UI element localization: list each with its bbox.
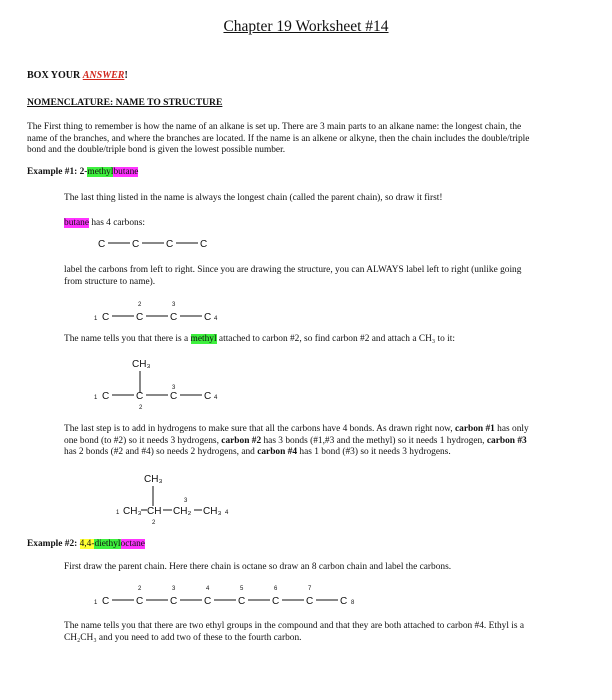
carbon-number-label: 7 bbox=[308, 586, 312, 592]
ethyl-paragraph bbox=[64, 621, 594, 644]
example2-heading bbox=[27, 539, 145, 551]
carbon-number-label: 4 bbox=[206, 586, 210, 592]
carbon-label: carbon #1 bbox=[454, 424, 495, 434]
carbon-atom: C bbox=[136, 312, 144, 323]
carbon-number-label: 3 bbox=[172, 586, 176, 592]
carbon-atom: C bbox=[102, 596, 110, 607]
carbon-number-label: 1 bbox=[94, 600, 98, 606]
intro-paragraph bbox=[27, 122, 587, 157]
carbon-atom: C bbox=[340, 596, 348, 607]
methyl-word: methyl bbox=[190, 334, 217, 344]
carbon-atom: C bbox=[170, 596, 178, 607]
example1-number: 2- bbox=[79, 167, 88, 177]
page-title: Chapter 19 Worksheet #14 bbox=[223, 18, 389, 35]
box-suffix: ! bbox=[124, 70, 128, 81]
carbon-atom: C bbox=[170, 312, 178, 323]
carbon-number-label: 1 bbox=[116, 510, 120, 516]
carbon-atom: C bbox=[204, 312, 212, 323]
butane-rest: has 4 carbons: bbox=[89, 218, 145, 228]
label-line: from structure to name). bbox=[64, 276, 156, 287]
text-run: The last step is to add in hydrogens to make sure that all the carbons have 4 bonds. As drawn right now, bbox=[64, 424, 455, 434]
carbon-number-label: 2 bbox=[152, 520, 156, 526]
methylbutane-full-structure bbox=[116, 470, 276, 532]
carbon-atom: C bbox=[272, 596, 280, 607]
ethyl-line: CH₂CH₃ and you need to add two of these to the fourth carbon. bbox=[64, 632, 302, 643]
labeled-butane-structure bbox=[94, 298, 234, 326]
carbon-number-label: 4 bbox=[225, 510, 229, 516]
butane-line bbox=[64, 218, 145, 230]
carbon-number-label: 1 bbox=[94, 316, 98, 322]
carbon-atom: C bbox=[132, 239, 140, 250]
label-carbons-paragraph bbox=[64, 265, 594, 288]
hydrogen-step-paragraph bbox=[64, 424, 594, 459]
carbon-atom: C bbox=[136, 596, 144, 607]
carbon-number-label: 4 bbox=[214, 316, 218, 322]
carbon-atom: C bbox=[306, 596, 314, 607]
butane-word: butane bbox=[64, 218, 89, 228]
example1-parent: butane bbox=[113, 167, 139, 177]
example2-number: 4,4- bbox=[79, 539, 95, 549]
carbon-atom: C bbox=[170, 391, 178, 402]
hydrogen-line bbox=[64, 424, 594, 436]
carbon-atom: C bbox=[166, 239, 174, 250]
carbon-number-label: 4 bbox=[214, 395, 218, 401]
carbon-label: carbon #3 bbox=[486, 435, 527, 446]
box-answer-word: ANSWER bbox=[82, 70, 125, 81]
carbon-atom: C bbox=[204, 391, 212, 402]
carbon-atom: C bbox=[136, 391, 144, 402]
section-heading: NOMENCLATURE: NAME TO STRUCTURE bbox=[27, 97, 223, 108]
carbon-number-label: 1 bbox=[94, 395, 98, 401]
hydrogen-line bbox=[64, 436, 594, 448]
text-run: has 3 bonds (#1,#3 and the methyl) so it needs 1 hydrogen, bbox=[261, 435, 487, 446]
carbon-number-label: 3 bbox=[172, 302, 176, 308]
text-run: has 1 bond (#3) so it needs 3 hydrogens. bbox=[297, 447, 451, 458]
carbon-number-label: 2 bbox=[139, 405, 143, 411]
carbon-number-label: 6 bbox=[274, 586, 278, 592]
carbon-atom: C bbox=[98, 239, 106, 250]
methylbutane-skeleton-structure bbox=[94, 355, 234, 417]
example2-line1: First draw the parent chain. Here there chain is octane so draw an 8 carbon chain and label the carbons. bbox=[64, 562, 452, 572]
carbon-number-label: 5 bbox=[240, 586, 244, 592]
carbon-number-label: 3 bbox=[172, 385, 176, 391]
carbon-atom: C bbox=[102, 312, 110, 323]
methyl-attach-line bbox=[64, 334, 455, 346]
carbon-atom: C bbox=[102, 391, 110, 402]
intro-line: name of the branches, and where the branches are located. If the name is an alkene or alkyne, then the chain includes the double/triple bbox=[27, 133, 530, 144]
intro-line: bond and the double/triple bond is given the lowest possible number. bbox=[27, 145, 286, 156]
methyl-pre: The name tells you that there is a bbox=[64, 334, 191, 344]
text-run: has only bbox=[494, 424, 529, 434]
ethyl-line: The name tells you that there are two ethyl groups in the compound and that they are both attached to carbon #4. Ethyl is a bbox=[64, 621, 525, 631]
methyl-group: CH₃ bbox=[123, 506, 142, 517]
butane-chain-structure bbox=[98, 232, 218, 254]
box-answer-instruction bbox=[27, 70, 128, 82]
carbon-number-label: 2 bbox=[138, 586, 142, 592]
example1-heading bbox=[27, 167, 138, 179]
labeled-octane-structure bbox=[94, 582, 364, 610]
hydrogen-line bbox=[64, 447, 594, 459]
methine-group: CH bbox=[147, 506, 162, 517]
example2-parent: octane bbox=[120, 539, 145, 549]
carbon-label: carbon #2 bbox=[221, 435, 262, 446]
carbon-number-label: 3 bbox=[184, 498, 188, 504]
methyl-group: CH₃ bbox=[144, 474, 163, 485]
carbon-label: carbon #4 bbox=[257, 447, 298, 458]
example1-line1: The last thing listed in the name is always the longest chain (called the parent chain), so draw it first! bbox=[64, 193, 443, 203]
text-run: has 2 bonds (#2 and #4) so needs 2 hydrogens, and bbox=[64, 447, 258, 458]
carbon-atom: C bbox=[238, 596, 246, 607]
carbon-number-label: 8 bbox=[351, 600, 355, 606]
carbon-atom: C bbox=[204, 596, 212, 607]
carbon-atom: C bbox=[200, 239, 208, 250]
methylene-group: CH₂ bbox=[173, 506, 192, 517]
carbon-number-label: 2 bbox=[138, 302, 142, 308]
intro-line: The First thing to remember is how the name of an alkane is set up. There are 3 main parts to an alkane name: the longest chain, the bbox=[27, 122, 522, 132]
example2-substituent: diethyl bbox=[94, 539, 121, 549]
example2-label: Example #2: bbox=[27, 539, 80, 549]
example1-substituent: methyl bbox=[87, 167, 114, 177]
methyl-group: CH₃ bbox=[132, 359, 151, 370]
label-line: label the carbons from left to right. Since you are drawing the structure, you can ALWAYS label left to right (unlike going bbox=[64, 265, 522, 275]
methyl-group: CH₃ bbox=[203, 506, 222, 517]
methyl-post: attached to carbon #2, so find carbon #2 and attach a CH₃ to it: bbox=[216, 334, 455, 344]
example1-label: Example #1: bbox=[27, 167, 80, 177]
text-run: one bond (to #2) so it needs 3 hydrogens, bbox=[64, 435, 222, 446]
box-prefix: BOX YOUR bbox=[27, 70, 83, 81]
